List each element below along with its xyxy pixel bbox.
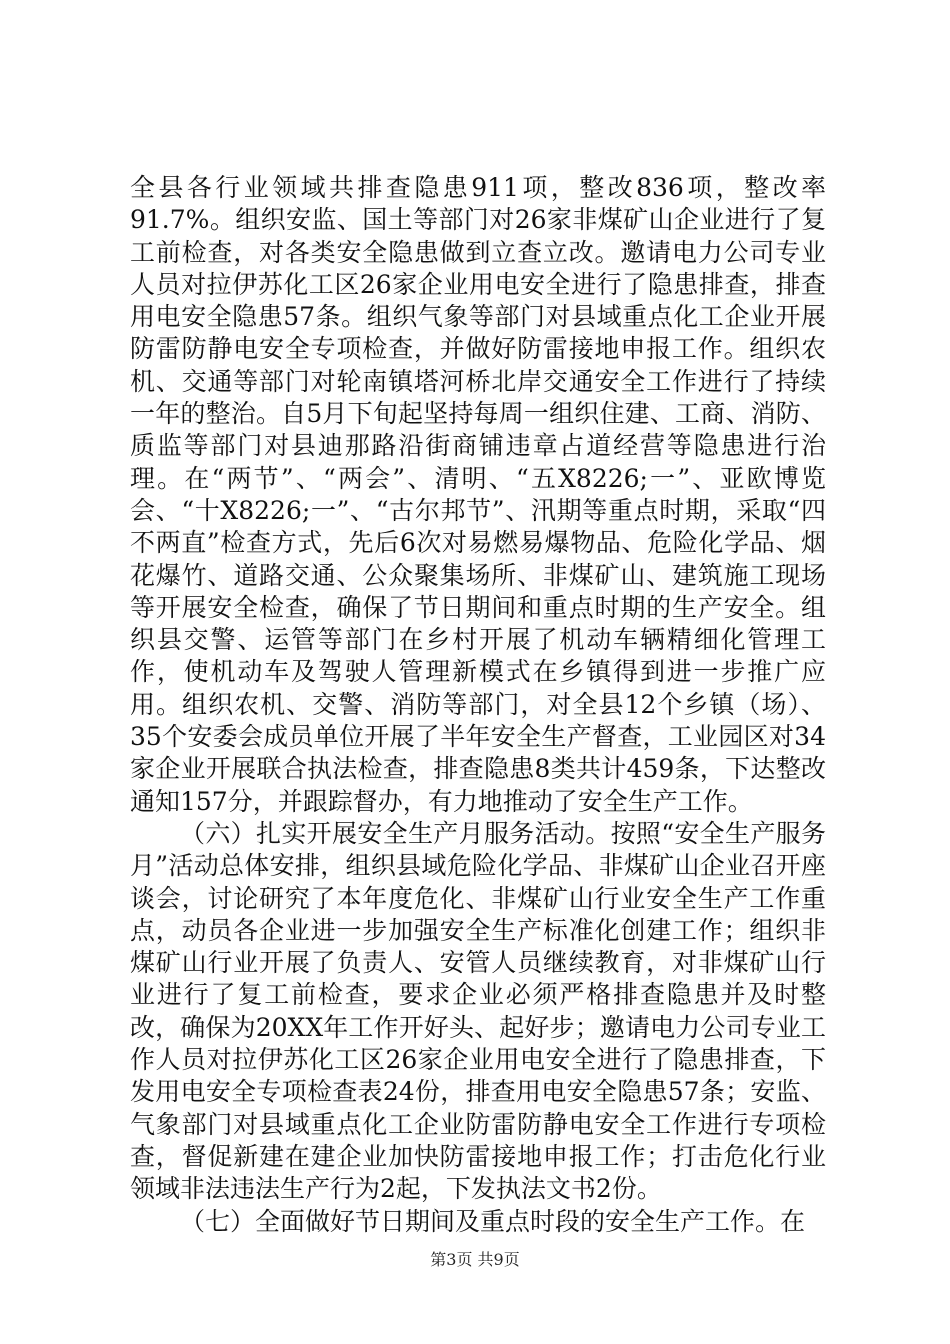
document-body bbox=[130, 172, 826, 1238]
page-footer: 第3页 共9页 bbox=[430, 1250, 520, 1269]
paragraph-section-7: （七）全面做好节日期间及重点时段的安全生产工作。在 bbox=[180, 1206, 806, 1236]
paragraph-section-6: （六）扎实开展安全生产月服务活动。按照“安全生产服务月”活动总体安排，组织县域危险化学品、非煤矿山企业召开座谈会，讨论研究了本年度危化、非煤矿山行业安全生产工作重点，动员各企业进一步加强安全生产标准化创建工作；组织非煤矿山行业开展了负责人、安管人员继续教育，对非煤矿山行业进行了复工前检查，要求企业必须严格排查隐患并及时整改，确保为20XX年工作开好头、起好步；邀请电力公司专业工作人员对拉伊苏化工区26家企业用电安全进行了隐患排查，下发用电安全专项检查表24份，排查用电安全隐患57条；安监、气象部门对县域重点化工企业防雷防静电安全工作进行专项检查，督促新建在建企业加快防雷接地申报工作；打击危化行业领域非法违法生产行为2起，下发执法文书2份。 bbox=[130, 818, 826, 1204]
paragraph-continuation: 全县各行业领域共排查隐患911项，整改836项，整改率91.7%。组织安监、国土等部门对26家非煤矿山企业进行了复工前检查，对各类安全隐患做到立查立改。邀请电力公司专业人员对拉伊苏化工区26家企业用电安全进行了隐患排查，排查用电安全隐患57条。组织气象等部门对县域重点化工企业开展防雷防静电安全专项检查，并做好防雷接地申报工作。组织农机、交通等部门对轮南镇塔河桥北岸交通安全工作进行了持续一年的整治。自5月下旬起坚持每周一组织住建、工商、消防、质监等部门对县迪那路沿街商铺违章占道经营等隐患进行治理。在“两节”、“两会”、清明、“五X8226;一”、亚欧博览会、“十X8226;一”、“古尔邦节”、汛期等重点时期，采取“四不两直”检查方式，先后6次对易燃易爆物品、危险化学品、烟花爆竹、道路交通、公众聚集场所、非煤矿山、建筑施工现场等开展安全检查，确保了节日期间和重点时期的生产安全。组织县交警、运管等部门在乡村开展了机动车辆精细化管理工作，使机动车及驾驶人管理新模式在乡镇得到进一步推广应用。组织农机、交警、消防等部门，对全县12个乡镇（场）、35个安委会成员单位开展了半年安全生产督查，工业园区对34家企业开展联合执法检查，排查隐患8类共计459条，下达整改通知157分，并跟踪督办，有力地推动了安全生产工作。 bbox=[130, 173, 826, 816]
